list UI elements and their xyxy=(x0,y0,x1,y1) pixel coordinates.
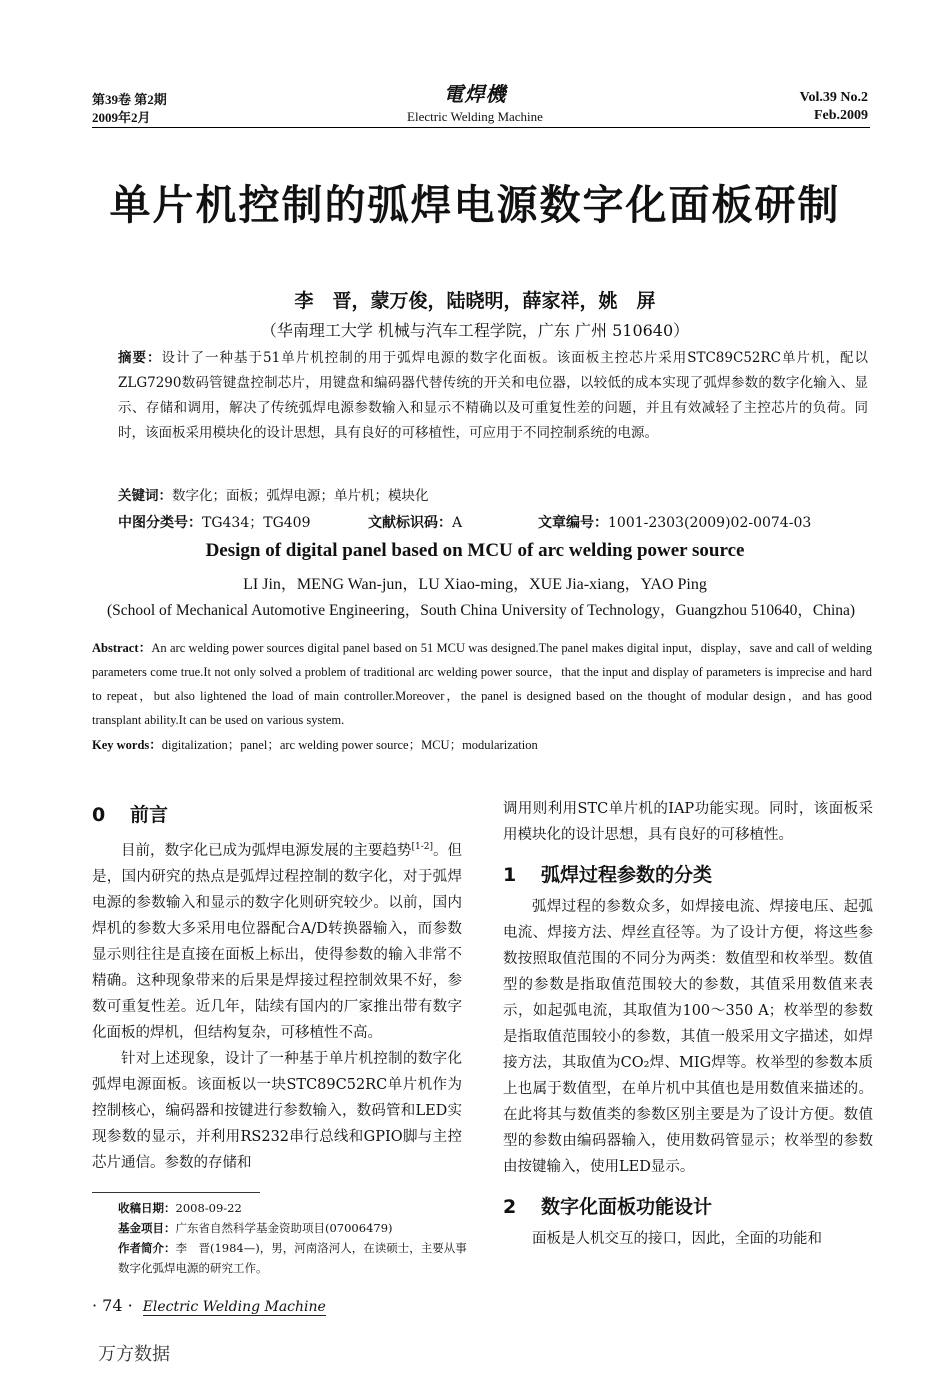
keywords-cn xyxy=(118,484,429,504)
abstract-en xyxy=(92,636,872,732)
keywords-en-label: Key words： xyxy=(92,738,162,752)
footnote xyxy=(118,1198,468,1278)
watermark: 万方数据 xyxy=(98,1344,170,1365)
fund-text: 广东省自然科学基金资助项目(07006479) xyxy=(175,1221,393,1235)
doc-code-label: 文献标识码： xyxy=(368,515,452,531)
paragraph-text: 目前，数字化已成为弧焊电源发展的主要趋势 xyxy=(121,842,412,859)
section-2-title: 数字化面板功能设计 xyxy=(541,1196,713,1218)
abstract-en-label: Abstract： xyxy=(92,641,152,655)
clc-value: TG434；TG409 xyxy=(202,515,311,531)
classification-row xyxy=(118,512,838,532)
paragraph: 调用则利用STC单片机的IAP功能实现。同时，该面板采用模块化的设计思想，具有良好的可移植性。 xyxy=(503,801,873,843)
issue-date: 2009年2月 xyxy=(92,110,151,125)
paragraph xyxy=(92,834,462,1046)
volume-en: Vol.39 No.2 xyxy=(799,90,868,105)
paragraph-text: 。但是，国内研究的热点是弧焊过程控制的数字化，对于弧焊电源的参数输入和显示的数字化则研究较少。以前，国内焊机的参数大多采用电位器配合A/D转换器输入，而参数显示则往往是直接在面板上标出，使得参数的输入非常不精确。这种现象带来的后果是焊接过程控制效果不好，参数可重复性差。近几年，陆续有国内的厂家推出带有数字化面板的焊机，但结构复杂，可移植性不高。 xyxy=(92,842,463,1041)
abstract-cn-text: 设计了一种基于51单片机控制的用于弧焊电源的数字化面板。该面板主控芯片采用STC89C52RC单片机，配以ZLG7290数码管键盘控制芯片，用键盘和编码器代替传统的开关和电位器，以较低的成本实现了弧焊参数的数字化输入、显示、存储和调用，解决了传统弧焊电源参数输入和显示不精确以及可重复性差的问题，并且有效减轻了主控芯片的负荷。同时，该面板采用模块化的设计思想，具有良好的可移植性，可应用于不同控制系统的电源。 xyxy=(118,350,868,441)
footnote-rule xyxy=(92,1192,260,1193)
section-0-heading xyxy=(92,802,462,828)
article-no-value: 1001-2303(2009)02-0074-03 xyxy=(608,515,812,531)
received-label: 收稿日期： xyxy=(118,1201,176,1215)
paragraph: 面板是人机交互的接口，因此，全面的功能和 xyxy=(532,1231,822,1247)
citation: [1-2] xyxy=(411,842,433,852)
doc-code-value: A xyxy=(452,515,463,531)
author-bio-label: 作者简介： xyxy=(118,1241,176,1255)
section-1-title: 弧焊过程参数的分类 xyxy=(541,864,713,886)
paper-title: 单片机控制的弧焊电源数字化面板研制 xyxy=(109,181,841,229)
section-1-number: 1 xyxy=(503,864,517,886)
affiliation: （华南理工大学 机械与汽车工程学院，广东 广州 510640） xyxy=(260,321,690,340)
authors: 李 晋，蒙万俊，陆晓明，薛家祥，姚 屏 xyxy=(294,290,656,312)
keywords-cn-label: 关键词： xyxy=(118,488,172,504)
paragraph: 弧焊过程的参数众多，如焊接电流、焊接电压、起弧电流、焊接方法、焊丝直径等。为了设计方便，将这些参数按照取值范围的不同分为两类：数值型和枚举型。数值型的参数是指取值范围较大的参数，其值采用数值来表示，如起弧电流，其取值为100～350 A；枚举型的参数是指取值范围较小的参数，其值一般采用文字描述，如焊接方法，其取值为CO₂焊、MIG焊等。枚举型的参数本质上也属于数值型，在单片机中其值也是用数值来描述的。在此将其与数值类的参数区别主要是为了设计方便。数值型的参数由编码器输入，使用数码管显示；枚举型的参数由按键输入，使用LED显示。 xyxy=(503,899,873,1175)
paragraph: 针对上述现象，设计了一种基于单片机控制的数字化弧焊电源面板。该面板以一块STC89C52RC单片机作为控制核心，编码器和按键进行参数输入，数码管和LED实现参数的显示，并利用RS232串行总线和GPIO脚与主控芯片通信。参数的存储和 xyxy=(92,1050,462,1171)
fund-label: 基金项目： xyxy=(118,1221,176,1235)
right-column xyxy=(503,796,873,1252)
author-bio-text: 李 晋(1984—)，男，河南洛河人，在读硕士，主要从事数字化弧焊电源的研究工作。 xyxy=(118,1241,467,1275)
journal-volume-en xyxy=(800,89,868,125)
abstract-cn xyxy=(118,346,868,446)
journal-logo-en: Electric Welding Machine xyxy=(407,109,543,124)
section-0-number: 0 xyxy=(92,804,106,826)
abstract-en-text: An arc welding power sources digital panel based on 51 MCU was designed.The panel makes digital input，display，save and call of welding parameters come true.It not only solved a problem of traditional arc welding power source，that the input and display of parameters is imprecise and hard to repeat，but also lightened the load of main controller.Moreover，the panel is designed based on the thought of modular design，and has good transplant ability.It can be used on various system. xyxy=(92,641,872,727)
journal-logo-cn: 電焊機 xyxy=(443,82,507,106)
abstract-cn-label: 摘要： xyxy=(118,350,162,366)
keywords-cn-text: 数字化；面板；弧焊电源；单片机；模块化 xyxy=(172,488,429,504)
section-2-number: 2 xyxy=(503,1196,517,1218)
left-column xyxy=(92,796,462,1176)
english-title: Design of digital panel based on MCU of arc welding power source xyxy=(205,540,745,561)
footer-journal-name: Electric Welding Machine xyxy=(142,1299,326,1315)
section-0-title: 前言 xyxy=(130,804,169,826)
received-date: 2008-09-22 xyxy=(175,1201,242,1215)
page-footer xyxy=(92,1296,326,1315)
page-number: · 74 · xyxy=(92,1296,133,1315)
section-1-heading xyxy=(503,862,873,888)
english-authors: LI Jin，MENG Wan-jun，LU Xiao-ming，XUE Jia-xiang，YAO Ping xyxy=(243,576,707,593)
date-en: Feb.2009 xyxy=(813,108,868,123)
section-2-heading xyxy=(503,1194,873,1220)
keywords-en xyxy=(92,735,538,753)
keywords-en-text: digitalization；panel；arc welding power source；MCU；modularization xyxy=(161,738,538,752)
volume-issue: 第39卷 第2期 xyxy=(92,92,167,107)
header-rule xyxy=(92,127,870,128)
clc-label: 中图分类号： xyxy=(118,515,202,531)
english-affiliation: (School of Mechanical Automotive Engineering，South China University of Technology，Guangzhou 510640，China) xyxy=(106,602,856,619)
article-no-label: 文章编号： xyxy=(538,515,608,531)
